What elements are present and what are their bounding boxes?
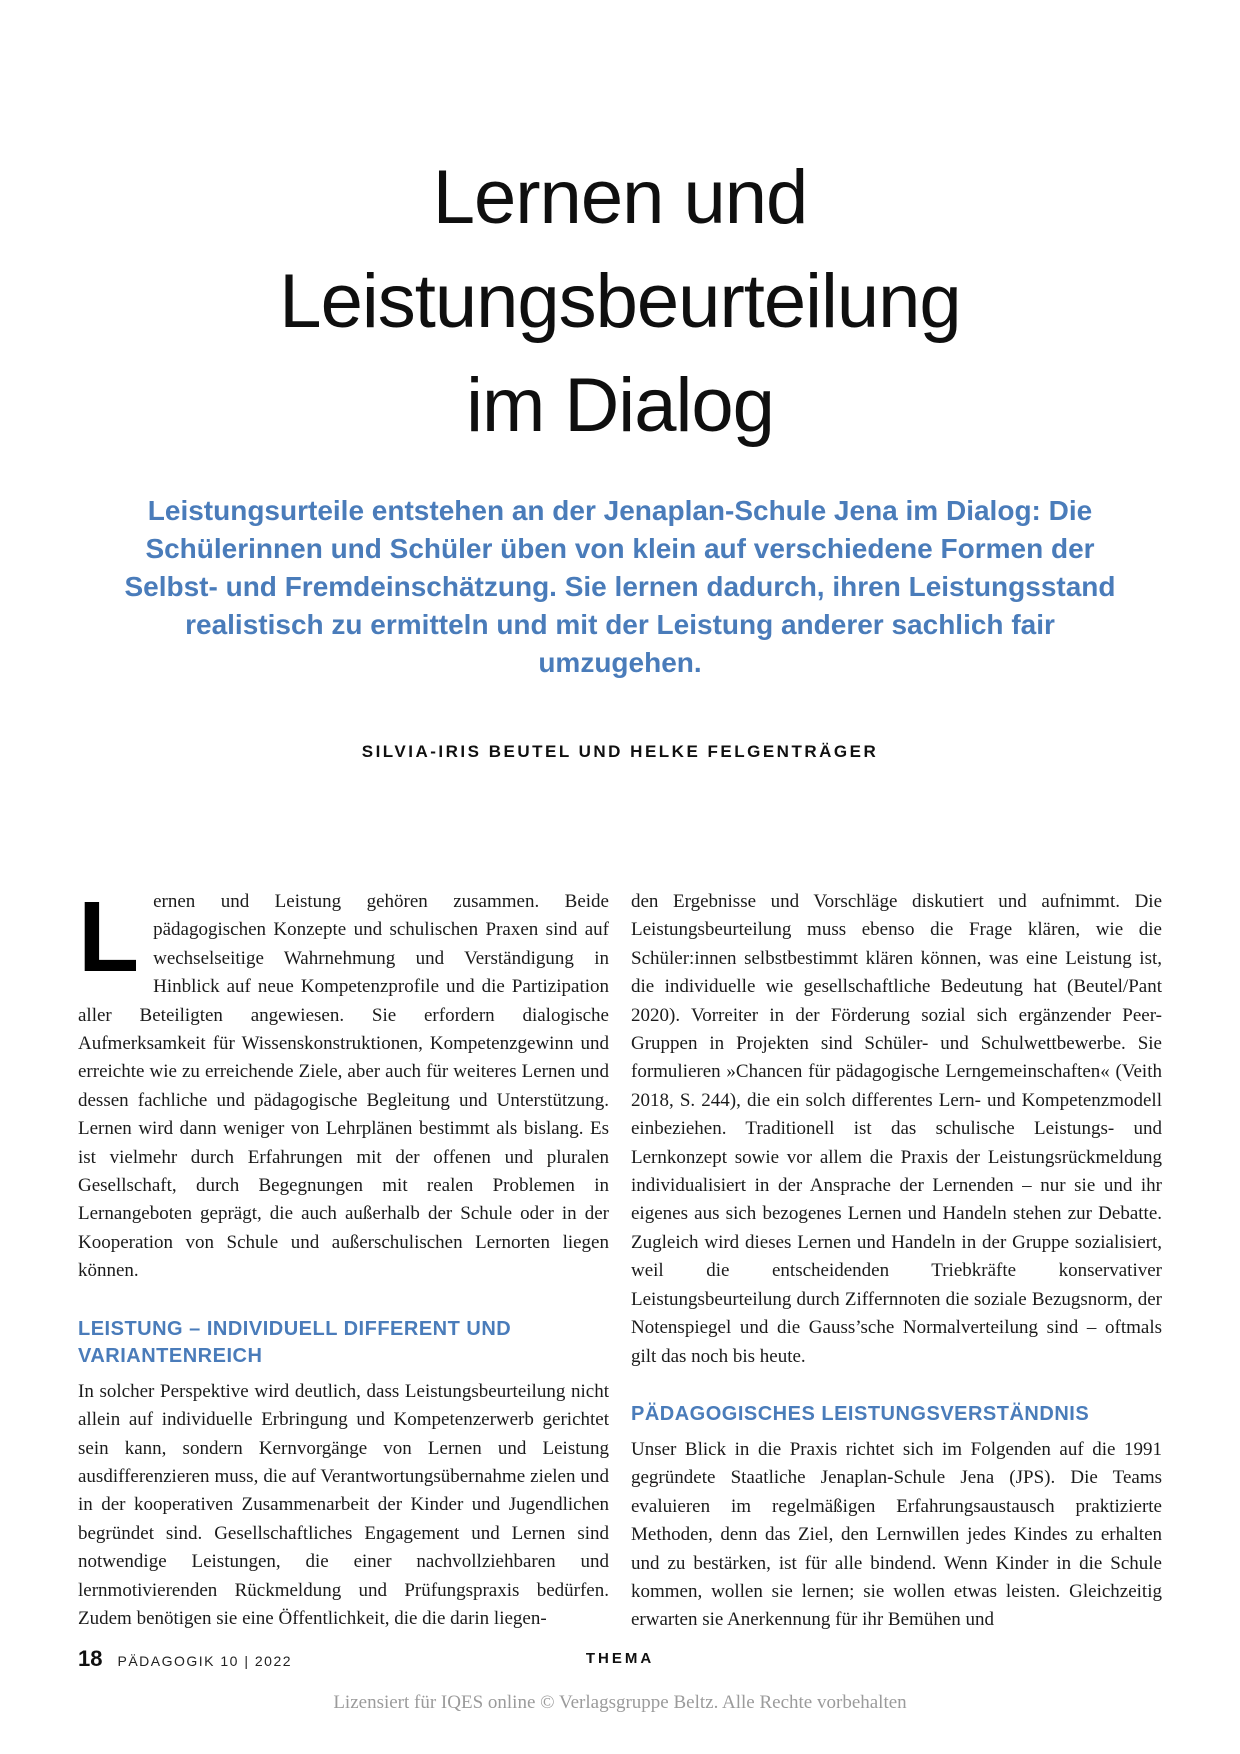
footer-left-group	[78, 1646, 292, 1672]
author-byline: SILVIA-IRIS BEUTEL UND HELKE FELGENTRÄGER	[361, 742, 879, 761]
article-body	[78, 881, 1162, 1635]
license-notice: Lizensiert für IQES online © Verlagsgruppe Beltz. Alle Rechte vorbehalten	[333, 1692, 907, 1713]
left-column	[78, 881, 609, 1635]
left-paragraph-2: In solcher Perspektive wird deutlich, dass Leistungsbeurteilung nicht allein auf individuelle Erbringung und Kompetenzerwerb gerichtet sein kann, sondern Kernvorgänge von Lernen und Leistung ausdifferenzieren muss, die auf Verantwortungsübernahme zielen und in der kooperativen Zusammenarbeit der Kinder und Jugendlichen begründet sind. Gesellschaftliches Engagement und Lernen sind notwendige Leistungen, die einer nachvollziehbaren und lernmotivierenden Rückmeldung und Prüfungspraxis bedürfen. Zudem benötigen sie eine Öffentlichkeit, die die darin liegen-	[78, 1380, 609, 1629]
article-title-line-2: Leistungsbeurteilung	[279, 259, 961, 344]
dropcap-letter: L	[78, 881, 140, 993]
left-paragraph-1-text: ernen und Leistung gehören zusammen. Beide pädagogischen Konzepte und schulischen Praxen sind auf wechselseitige Wahrnehmung und Verständigung in Hinblick auf neue Kompetenzprofile und die Partizipation aller Beteiligten angewiesen. Sie erfordern dialogische Aufmerksamkeit für Wissenskonstruktionen, Kompetenzgewinn und erreichte wie zu erreichende Ziele, aber auch für weiteres Lernen und dessen fachliche und pädagogische Begleitung und Unterstützung. Lernen wird dann weniger von Lehrplänen bestimmt als bislang. Es ist vielmehr durch Erfahrungen mit der offenen und pluralen Gesellschaft, durch Begegnungen mit realen Problemen in Lernangeboten geprägt, die auch außerhalb der Schule oder in der Kooperation von Schule und außerschulischen Lernorten liegen können.	[78, 891, 609, 1282]
article-title-line-3: im Dialog	[466, 363, 774, 448]
journal-issue-label: PÄDAGOGIK 10 | 2022	[117, 1653, 293, 1669]
article-title	[0, 0, 1240, 458]
right-section-heading: PÄDAGOGISCHES LEISTUNGSVERSTÄNDNIS	[631, 1402, 1090, 1425]
section-label: THEMA	[585, 1650, 655, 1667]
page-footer	[78, 1646, 1162, 1680]
right-paragraph-1: den Ergebnisse und Vorschläge diskutiert und aufnimmt. Die Leistungsbeurteilung muss ebenso die Frage klären, wie die Schüler:innen selbstbestimmt klären können, was eine Leistung ist, die individuelle wie gesellschaftliche Bedeutung hat (Beutel/Pant 2020). Vorreiter in der Förderung sozial sich ergänzender Peer-Gruppen in Projekten sind Schüler- und Schulwettbewerbe. Sie formulieren »Chancen für pädagogische Lerngemeinschaften« (Veith 2018, S. 244), die ein solch differentes Lern- und Kompetenzmodell einbeziehen. Traditionell ist das schulische Leistungs- und Lernkonzept sowie vor allem die Praxis der Leistungsrückmeldung individualisiert in der Ansprache der Lernenden – nur sie und ihr eigenes aus sich bezogenes Lernen und Handeln stehen zur Debatte. Zugleich wird dieses Lernen und Handeln in der Gruppe sozialisiert, weil die entscheidenden Triebkräfte konservativer Leistungsbeurteilung durch Ziffernnoten die soziale Bezugsnorm, der Notenspiegel und die Gauss’sche Normalverteilung sind – oftmals gilt das noch bis heute.	[631, 891, 1162, 1367]
article-lead: Leistungsurteile entstehen an der Jenaplan-Schule Jena im Dialog: Die Schülerinnen und Schüler üben von klein auf verschiedene Formen der Selbst- und Fremdeinschätzung. Sie lernen dadurch, ihren Leistungsstand realistisch zu ermitteln und mit der Leistung anderer sachlich fair umzugehen.	[124, 495, 1116, 678]
page-number: 18	[78, 1646, 103, 1671]
right-column	[631, 888, 1162, 1635]
article-title-line-1: Lernen und	[432, 155, 808, 240]
left-paragraph-1	[78, 881, 609, 1286]
left-section-heading: LEISTUNG – INDIVIDUELL DIFFERENT UND VARIANTENREICH	[78, 1317, 512, 1367]
right-paragraph-2: Unser Blick in die Praxis richtet sich im Folgenden auf die 1991 gegründete Staatliche Jenaplan-Schule Jena (JPS). Die Teams evaluieren im regelmäßigen Erfahrungsaustausch praktizierte Methoden, denn das Ziel, den Lernwillen jedes Kindes zu erhalten und zu bestärken, ist für alle bindend. Wenn Kinder in die Schule kommen, wollen sie lernen; sie wollen etwas leisten. Gleichzeitig erwarten sie Anerkennung für ihr Bemühen und	[631, 1438, 1162, 1631]
